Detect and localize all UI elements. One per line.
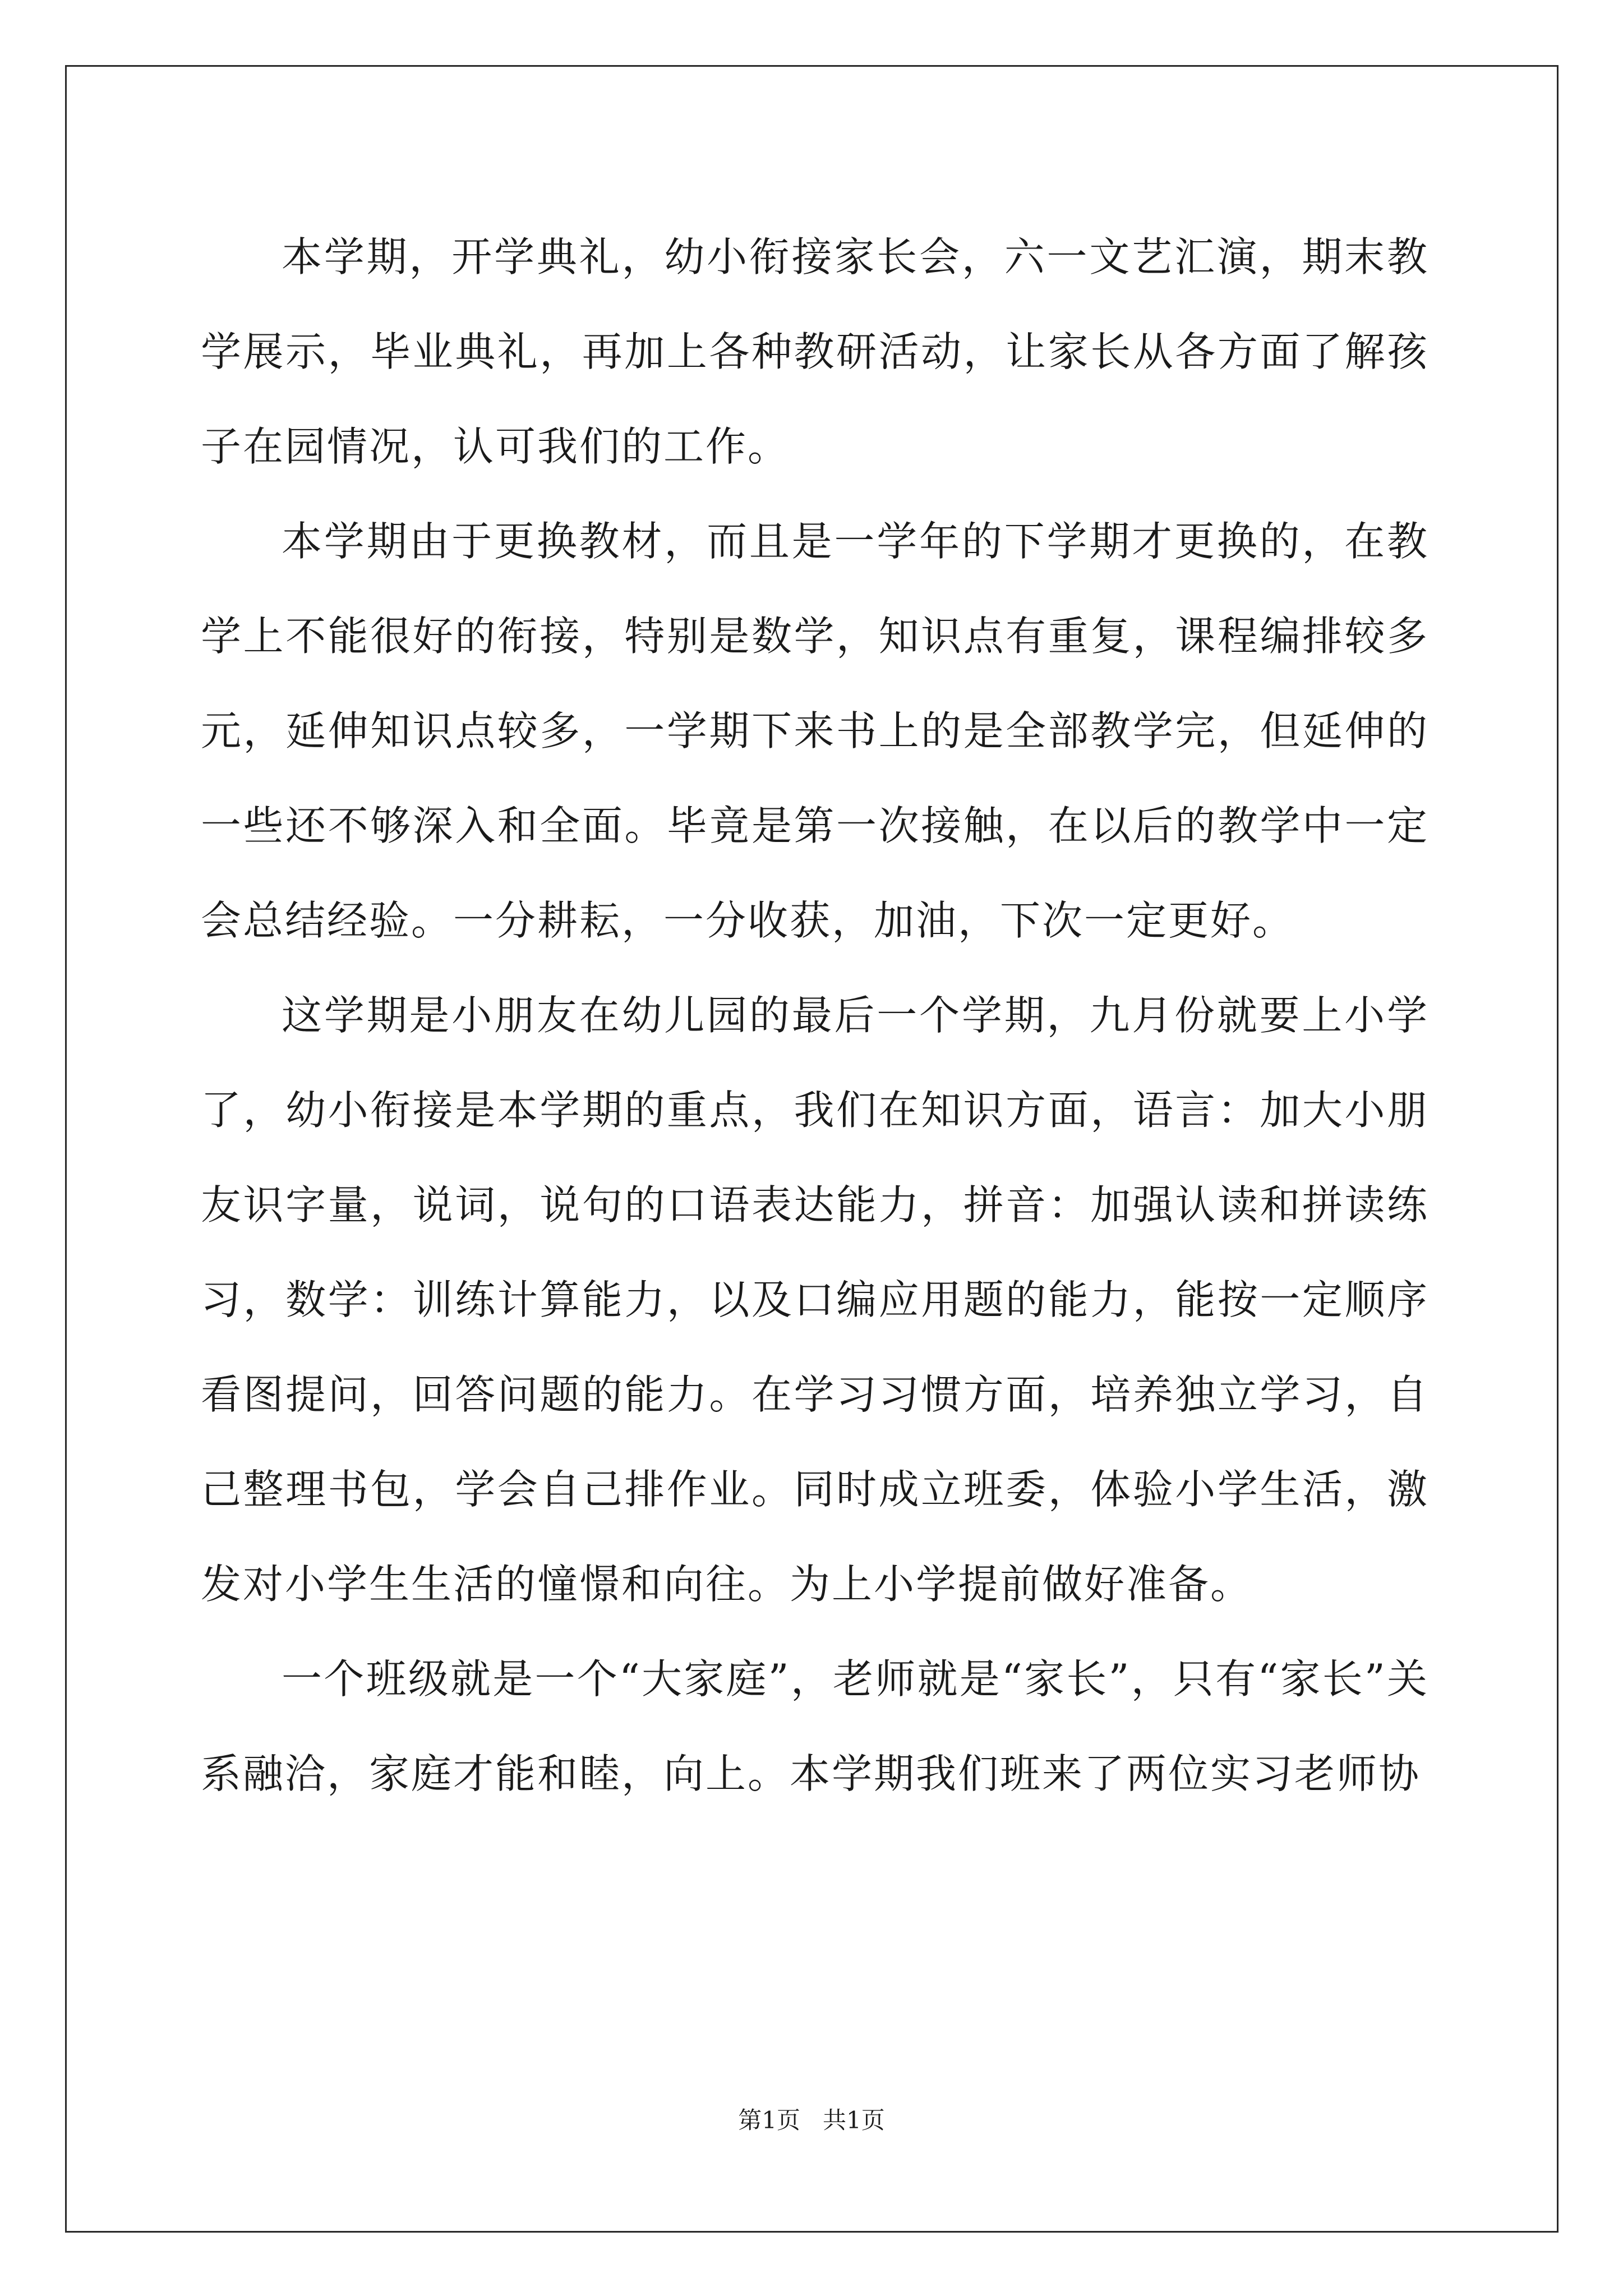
paragraph-2: 本学期由于更换教材，而且是一学年的下学期才更换的，在教学上不能很好的衔接，特别是数学，知识点有重复，课程编排较多元，延伸知识点较多，一学期下来书上的是全部教学完，但延伸的一些还不够深入和全面。毕竟是第一次接触，在以后的教学中一定会总结经验。一分耕耘，一分收获，加油，下次一定更好。 bbox=[201, 518, 1429, 944]
paragraph-1: 本学期，开学典礼，幼小衔接家长会，六一文艺汇演，期末教学展示，毕业典礼，再加上各种教研活动，让家长从各方面了解孩子在园情况，认可我们的工作。 bbox=[201, 233, 1429, 470]
paragraph-3: 这学期是小朋友在幼儿园的最后一个学期，九月份就要上小学了，幼小衔接是本学期的重点，我们在知识方面，语言：加大小朋友识字量，说词，说句的口语表达能力，拼音：加强认读和拼读练习，数学：训练计算能力，以及口编应用题的能力，能按一定顺序看图提问，回答问题的能力。在学习习惯方面，培养独立学习，自己整理书包，学会自己排作业。同时成立班委，体验小学生活，激发对小学生生活的憧憬和向往。为上小学提前做好准备。 bbox=[201, 992, 1429, 1608]
document-body bbox=[201, 210, 1429, 1821]
paragraph-4: 一个班级就是一个“大家庭”，老师就是“家长”，只有“家长”关系融洽，家庭才能和睦，向上。本学期我们班来了两位实习老师协 bbox=[201, 1655, 1429, 1797]
page-number-footer: 第1页 共1页 bbox=[738, 2106, 885, 2134]
